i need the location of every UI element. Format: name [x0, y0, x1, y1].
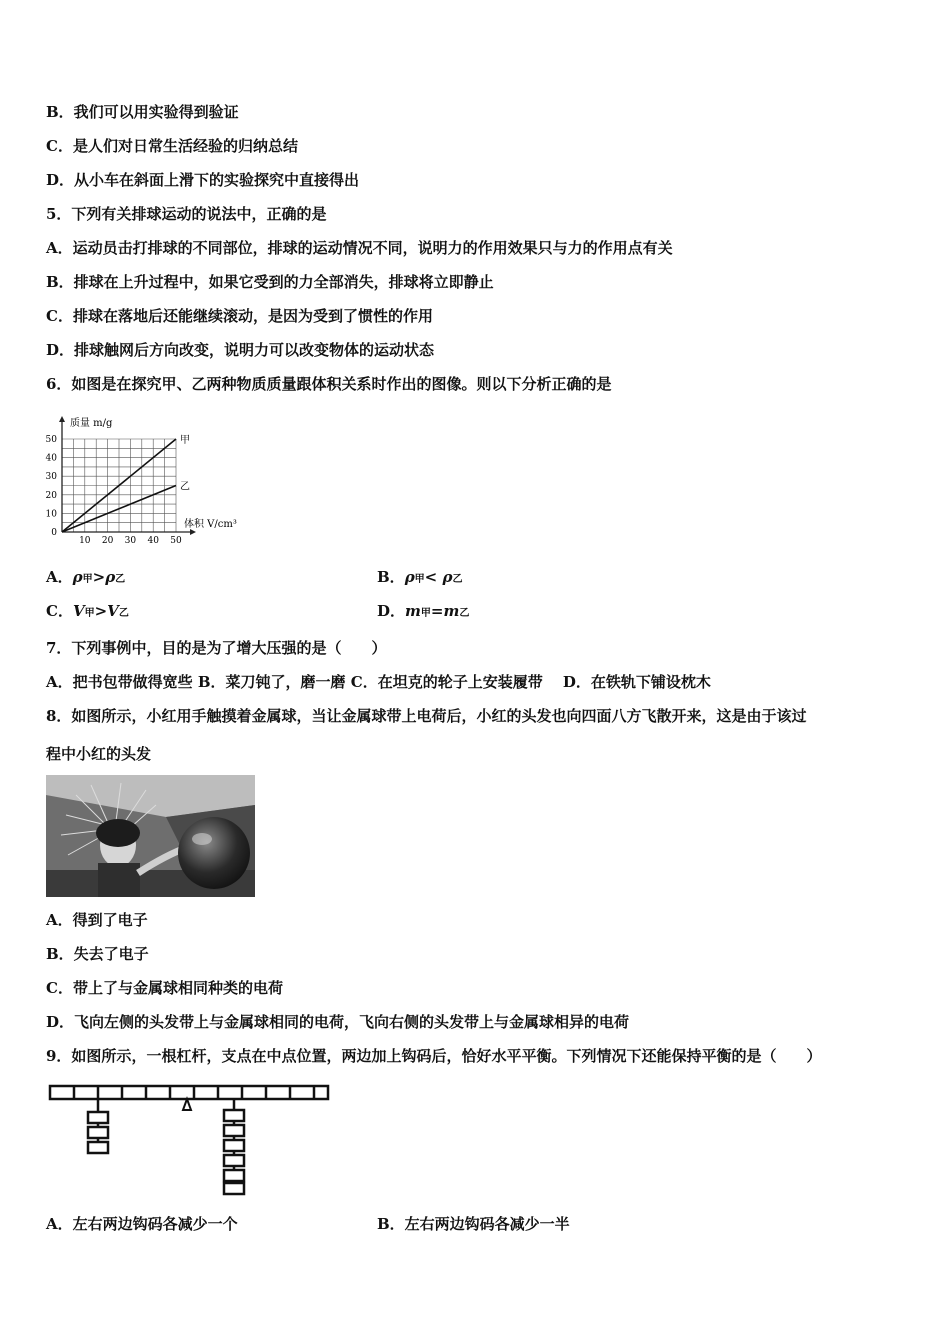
q8-photo-girl-touching-metal-sphere: [46, 775, 255, 897]
m-symbol: m: [405, 602, 421, 620]
q6-option-c: [46, 601, 129, 624]
v-symbol: V: [72, 602, 85, 620]
q5-option-a: A．运动员击打排球的不同部位，排球的运动情况不同，说明力的作用效果只与力的作用点有关: [46, 239, 673, 257]
series-label: 甲: [180, 435, 190, 446]
q4-option-c: C．是人们对日常生活经验的归纳总结: [46, 137, 298, 155]
q4-option-d: D．从小车在斜面上滑下的实验探究中直接得出: [46, 171, 360, 189]
x-tick-label: 20: [101, 536, 114, 546]
subscript: 乙: [459, 608, 470, 619]
x-tick-label: 10: [79, 536, 91, 546]
subscript: 甲: [414, 574, 425, 585]
y-tick-label: 0: [51, 528, 57, 538]
q6-option-a: [46, 567, 125, 590]
q5-option-d: D．排球触网后方向改变，说明力可以改变物体的运动状态: [46, 341, 435, 359]
q6-option-b: [377, 567, 462, 590]
q9-stem: 9．如图所示，一根杠杆，支点在中点位置，两边加上钩码后，恰好水平平衡。下列情况下还能保持平衡的是（ ）: [46, 1047, 822, 1065]
y-tick-label: 40: [45, 453, 57, 464]
subscript: 甲: [82, 574, 93, 585]
series-label: 乙: [180, 481, 190, 493]
q7-options: A．把书包带做得宽些 B．菜刀钝了，磨一磨 C．在坦克的轮子上安装履带 D．在铁轨下铺设枕木: [46, 673, 711, 691]
subscript: 乙: [115, 574, 126, 585]
x-tick-label: 50: [170, 536, 182, 546]
option-letter: C．: [46, 602, 73, 620]
q6-option-d: [377, 601, 469, 624]
x-axis-label: 体积 V/cm³: [184, 519, 237, 530]
operator: >V: [94, 602, 119, 620]
y-tick-label: 30: [45, 472, 57, 483]
q4-option-b: B．我们可以用实验得到验证: [46, 103, 239, 121]
q8-option-a: A．得到了电子: [46, 911, 148, 929]
chart-series: [62, 434, 190, 532]
q5-option-c: C．排球在落地后还能继续滚动，是因为受到了惯性的作用: [46, 307, 433, 325]
y-tick-label: 50: [45, 435, 57, 445]
q6-stem: 6．如图是在探究甲、乙两种物质质量跟体积关系时作出的图像。则以下分析正确的是: [46, 375, 612, 393]
subscript: 甲: [84, 608, 95, 619]
operator: =m: [430, 602, 460, 620]
operator: >ρ: [92, 568, 116, 586]
operator: < ρ: [424, 568, 453, 586]
q8-option-b: B．失去了电子: [46, 945, 149, 963]
q6-mass-volume-chart: [40, 414, 270, 549]
q9-lever-diagram: [46, 1080, 336, 1198]
q9-option-b: B．左右两边钩码各减少一半: [377, 1215, 570, 1233]
x-tick-label: 40: [147, 536, 159, 546]
q8-option-d: D．飞向左侧的头发带上与金属球相同的电荷，飞向右侧的头发带上与金属球相异的电荷: [46, 1013, 630, 1031]
q5-option-b: B．排球在上升过程中，如果它受到的力全部消失，排球将立即静止: [46, 273, 494, 291]
y-tick-label: 10: [45, 509, 57, 520]
q8-stem-line1: 8．如图所示，小红用手触摸着金属球，当让金属球带上电荷后，小红的头发也向四面八方飞散开来，这是由于该过: [46, 707, 807, 725]
y-tick-label: 20: [45, 490, 57, 501]
q8-stem-line2: 程中小红的头发: [46, 745, 152, 763]
subscript: 乙: [118, 608, 129, 619]
rho-symbol: ρ: [72, 568, 83, 586]
option-letter: D．: [377, 602, 406, 620]
q9-option-a: A．左右两边钩码各减少一个: [46, 1215, 238, 1233]
y-axis-label: 质量 m/g: [70, 418, 113, 429]
y-axis-arrow: [59, 416, 65, 422]
q7-stem: 7．下列事例中，目的是为了增大压强的是（ ）: [46, 639, 387, 657]
x-tick-label: 30: [124, 536, 137, 546]
q5-stem: 5．下列有关排球运动的说法中，正确的是: [46, 205, 327, 223]
q8-option-c: C．带上了与金属球相同种类的电荷: [46, 979, 283, 997]
option-letter: B．: [377, 568, 405, 586]
rho-symbol: ρ: [404, 568, 415, 586]
subscript: 甲: [420, 608, 431, 619]
option-letter: A．: [46, 568, 73, 586]
subscript: 乙: [452, 574, 463, 585]
